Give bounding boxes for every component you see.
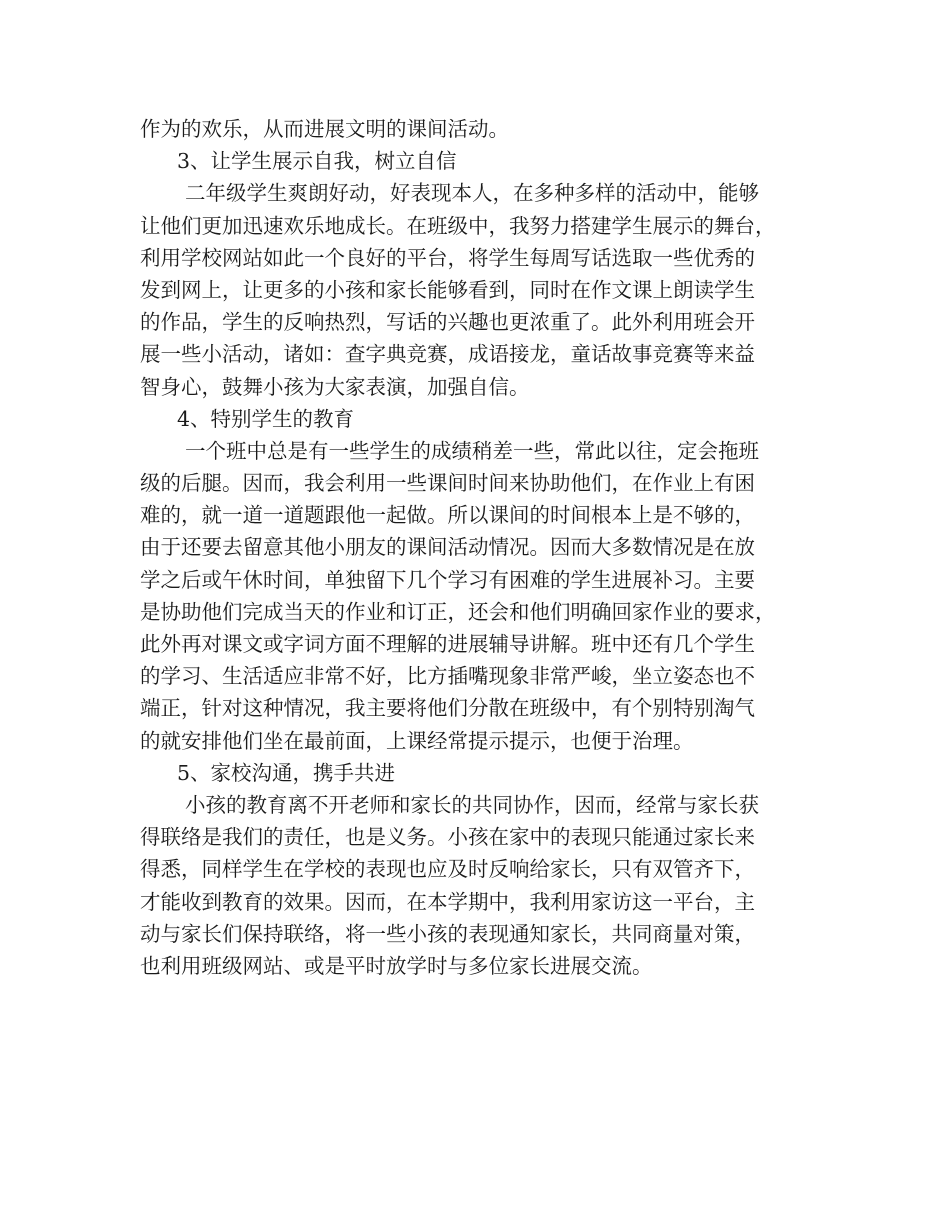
section-heading-5: 5、家校沟通，携手共进 [177, 760, 396, 785]
section-heading-3: 3、让学生展示自我，树立自信 [177, 149, 457, 174]
paragraph-line: 端正，针对这种情况，我主要将他们分散在班级中，有个别特别淘气 [140, 696, 755, 721]
paragraph-line: 是协助他们完成当天的作业和订正，还会和他们明确回家作业的要求， [140, 599, 776, 624]
paragraph-line: 由于还要去留意其他小朋友的课间活动情况。因而大多数情况是在放 [140, 535, 755, 560]
paragraph-line: 此外再对课文或字词方面不理解的进展辅导讲解。班中还有几个学生 [140, 632, 755, 656]
document-body [140, 113, 825, 982]
paragraph-line: 才能收到教育的效果。因而，在本学期中，我利用家访这一平台，主 [140, 889, 755, 914]
paragraph-line: 也利用班级网站、或是平时放学时与多位家长进展交流。 [140, 953, 653, 978]
body-line: 作为的欢乐，从而进展文明的课间活动。 [140, 117, 509, 141]
paragraph-line: 一个班中总是有一些学生的成绩稍差一些，常此以往，定会拖班 [185, 438, 759, 463]
paragraph-line: 发到网上，让更多的小孩和家长能够看到，同时在作文课上朗读学生 [140, 277, 755, 302]
paragraph-line: 二年级学生爽朗好动，好表现本人，在多种多样的活动中，能够 [185, 181, 759, 206]
paragraph-line: 利用学校网站如此一个良好的平台，将学生每周写话选取一些优秀的 [140, 245, 755, 270]
paragraph-line: 智身心，鼓舞小孩为大家表演，加强自信。 [140, 374, 530, 399]
paragraph-line: 得联络是我们的责任，也是义务。小孩在家中的表现只能通过家长来 [140, 825, 755, 850]
paragraph-line: 展一些小活动，诸如：查字典竞赛，成语接龙，童话故事竞赛等来益 [140, 342, 755, 367]
paragraph-line: 得悉，同样学生在学校的表现也应及时反响给家长，只有双管齐下， [140, 857, 755, 882]
paragraph-line: 的就安排他们坐在最前面，上课经常提示提示，也便于治理。 [140, 728, 694, 753]
paragraph-line: 小孩的教育离不开老师和家长的共同协作，因而，经常与家长获 [185, 792, 759, 817]
section-heading-4: 4、特别学生的教育 [177, 406, 355, 431]
paragraph-line: 动与家长们保持联络，将一些小孩的表现通知家长，共同商量对策， [140, 921, 755, 946]
paragraph-line: 的学习、生活适应非常不好，比方插嘴现象非常严峻，坐立姿态也不 [140, 664, 755, 689]
paragraph-line: 难的，就一道一道题跟他一起做。所以课间的时间根本上是不够的， [140, 503, 755, 528]
paragraph-line: 级的后腿。因而，我会利用一些课间时间来协助他们，在作业上有困 [140, 471, 755, 496]
paragraph-line: 学之后或午休时间，单独留下几个学习有困难的学生进展补习。主要 [140, 567, 755, 592]
paragraph-line: 让他们更加迅速欢乐地成长。在班级中，我努力搭建学生展示的舞台， [140, 213, 776, 238]
paragraph-line: 的作品，学生的反响热烈，写话的兴趣也更浓重了。此外利用班会开 [140, 310, 755, 335]
